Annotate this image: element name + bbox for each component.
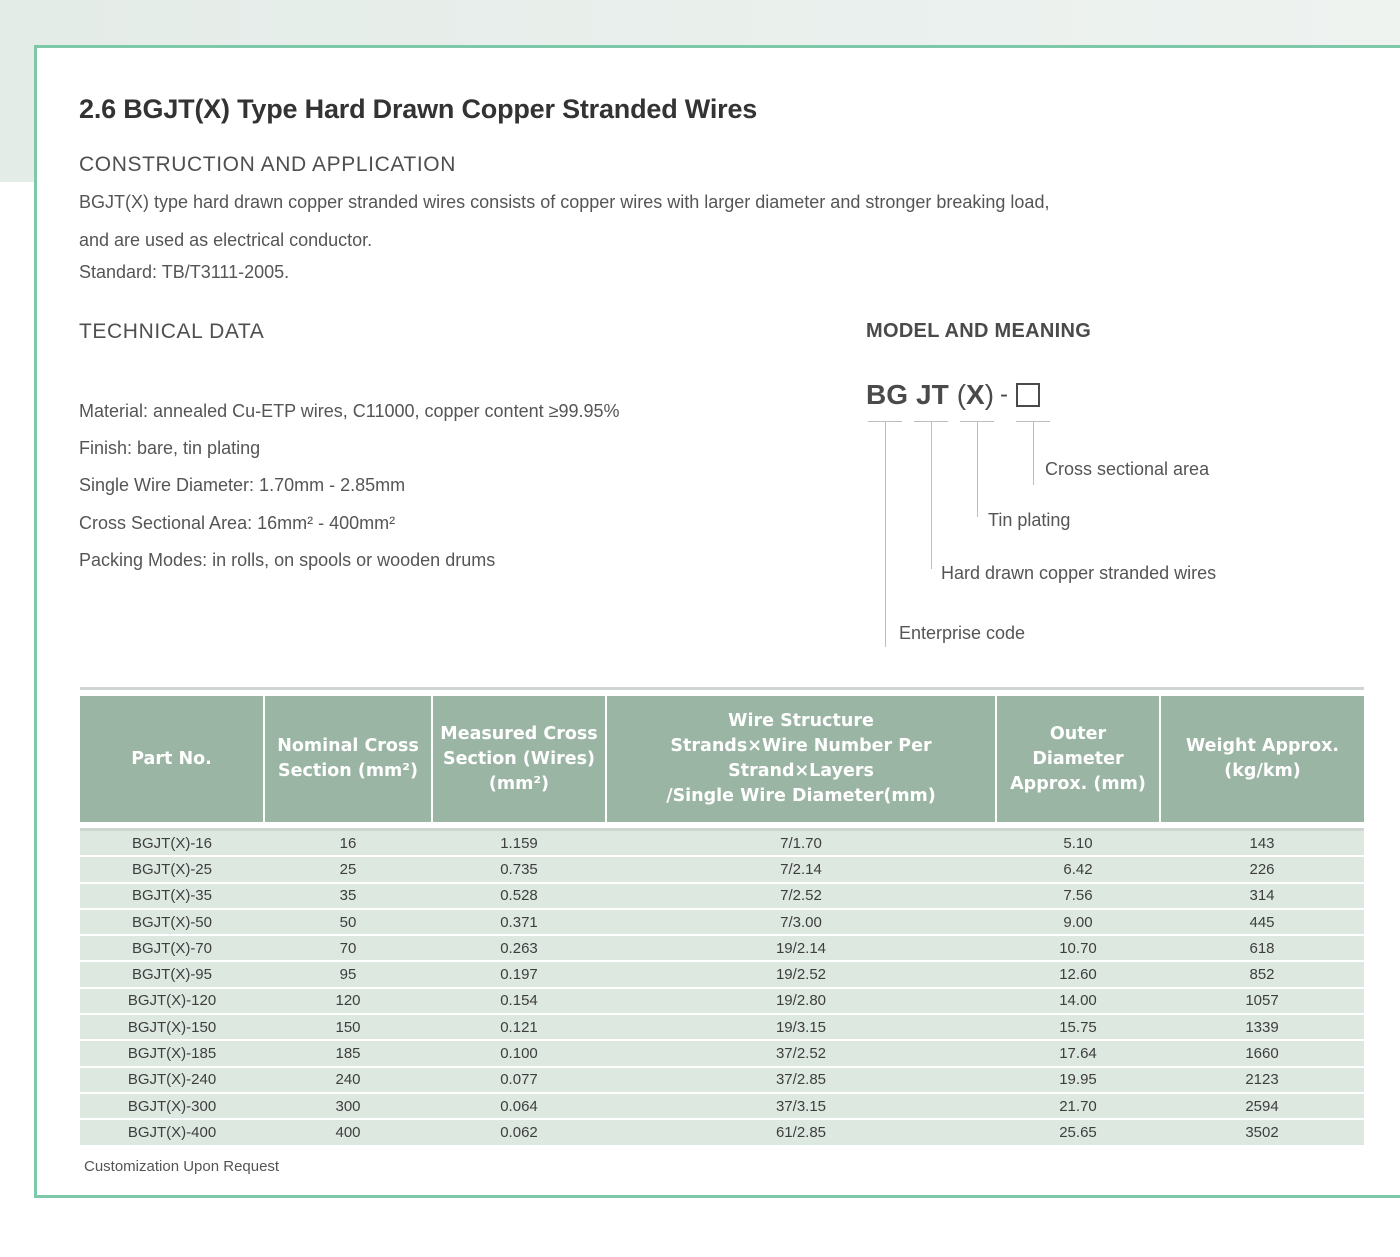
model-code	[866, 377, 1040, 413]
model-meaning-heading: MODEL AND MEANING	[866, 320, 1092, 342]
cell-outer-diameter: 19.95	[996, 1067, 1160, 1093]
cell-weight: 3502	[1160, 1119, 1364, 1145]
top-background-band	[0, 0, 1400, 46]
construction-text-line-1: BGJT(X) type hard drawn copper stranded wires consists of copper wires with larger diameter and stronger breaking load,	[79, 192, 1050, 212]
cell-weight: 1339	[1160, 1014, 1364, 1040]
cell-part-no: BGJT(X)-35	[80, 883, 264, 909]
leader-line-area	[1033, 421, 1034, 485]
cell-nominal-section: 50	[264, 909, 432, 935]
header-wire-structure	[606, 696, 996, 822]
construction-heading: CONSTRUCTION AND APPLICATION	[79, 153, 456, 176]
table-row	[80, 1119, 1364, 1145]
cell-outer-diameter: 7.56	[996, 883, 1160, 909]
cell-part-no: BGJT(X)-25	[80, 856, 264, 882]
cell-nominal-section: 35	[264, 883, 432, 909]
cell-weight: 314	[1160, 883, 1364, 909]
table-row	[80, 883, 1364, 909]
cell-wire-structure: 37/3.15	[606, 1093, 996, 1119]
cell-measured-section: 1.159	[432, 830, 606, 857]
cell-weight: 1057	[1160, 988, 1364, 1014]
cell-wire-structure: 7/1.70	[606, 830, 996, 857]
cell-measured-section: 0.197	[432, 961, 606, 987]
table-row	[80, 935, 1364, 961]
model-code-bg: BG	[866, 379, 908, 410]
header-weight: Weight Approx. (kg/km)	[1160, 696, 1364, 822]
model-code-open-paren: (	[956, 379, 967, 410]
cell-outer-diameter: 12.60	[996, 961, 1160, 987]
header-measured-cross-section: Measured Cross Section (Wires) (mm²)	[432, 696, 606, 822]
cell-wire-structure: 61/2.85	[606, 1119, 996, 1145]
leader-line-hard-drawn	[931, 421, 932, 569]
cell-part-no: BGJT(X)-95	[80, 961, 264, 987]
cell-measured-section: 0.121	[432, 1014, 606, 1040]
header-wire-structure-line-1: Wire Structure	[728, 711, 874, 731]
cell-wire-structure: 19/2.14	[606, 935, 996, 961]
spec-table	[80, 696, 1364, 1147]
cell-wire-structure: 19/2.80	[606, 988, 996, 1014]
cell-part-no: BGJT(X)-150	[80, 1014, 264, 1040]
table-row	[80, 1014, 1364, 1040]
standard-text: Standard: TB/T3111-2005.	[79, 262, 290, 282]
cell-nominal-section: 400	[264, 1119, 432, 1145]
cell-part-no: BGJT(X)-400	[80, 1119, 264, 1145]
meaning-tin-plating: Tin plating	[988, 510, 1071, 530]
cell-nominal-section: 150	[264, 1014, 432, 1040]
cell-part-no: BGJT(X)-50	[80, 909, 264, 935]
cell-wire-structure: 37/2.85	[606, 1067, 996, 1093]
header-part-no: Part No.	[80, 696, 264, 822]
cell-wire-structure: 7/2.14	[606, 856, 996, 882]
cell-nominal-section: 120	[264, 988, 432, 1014]
cell-part-no: BGJT(X)-120	[80, 988, 264, 1014]
cell-outer-diameter: 10.70	[996, 935, 1160, 961]
model-code-jt: JT	[916, 379, 949, 410]
table-row	[80, 856, 1364, 882]
cell-weight: 445	[1160, 909, 1364, 935]
cell-wire-structure: 7/3.00	[606, 909, 996, 935]
header-wire-structure-line-2: Strands×Wire Number Per Strand×Layers	[670, 736, 932, 781]
page-title: 2.6 BGJT(X) Type Hard Drawn Copper Stranded Wires	[79, 94, 758, 124]
spec-material: Material: annealed Cu-ETP wires, C11000, copper content ≥99.95%	[79, 401, 620, 421]
cell-measured-section: 0.263	[432, 935, 606, 961]
left-background-block	[0, 0, 36, 182]
header-outer-diameter: Outer Diameter Approx. (mm)	[996, 696, 1160, 822]
table-row	[80, 830, 1364, 857]
cell-outer-diameter: 9.00	[996, 909, 1160, 935]
model-code-x: X	[966, 379, 985, 410]
cell-weight: 618	[1160, 935, 1364, 961]
spec-cross-section: Cross Sectional Area: 16mm² - 400mm²	[79, 513, 396, 533]
cell-outer-diameter: 14.00	[996, 988, 1160, 1014]
leader-line-enterprise	[885, 421, 886, 647]
cell-wire-structure: 7/2.52	[606, 883, 996, 909]
cell-measured-section: 0.371	[432, 909, 606, 935]
cell-nominal-section: 300	[264, 1093, 432, 1119]
table-row	[80, 1067, 1364, 1093]
cell-measured-section: 0.735	[432, 856, 606, 882]
leader-line-tin	[977, 421, 978, 517]
header-wire-structure-line-3: /Single Wire Diameter(mm)	[666, 786, 936, 806]
cell-weight: 2594	[1160, 1093, 1364, 1119]
cell-weight: 2123	[1160, 1067, 1364, 1093]
cell-outer-diameter: 17.64	[996, 1040, 1160, 1066]
cell-outer-diameter: 6.42	[996, 856, 1160, 882]
header-separator	[80, 822, 1364, 830]
cell-wire-structure: 19/3.15	[606, 1014, 996, 1040]
cell-nominal-section: 16	[264, 830, 432, 857]
cell-weight: 852	[1160, 961, 1364, 987]
cell-weight: 226	[1160, 856, 1364, 882]
cell-outer-diameter: 5.10	[996, 830, 1160, 857]
cell-measured-section: 0.062	[432, 1119, 606, 1145]
cell-measured-section: 0.064	[432, 1093, 606, 1119]
construction-text-line-2: and are used as electrical conductor.	[79, 230, 373, 250]
table-row	[80, 909, 1364, 935]
footnote: Customization Upon Request	[84, 1158, 280, 1175]
meaning-cross-sectional-area: Cross sectional area	[1045, 459, 1210, 479]
cell-nominal-section: 95	[264, 961, 432, 987]
cell-nominal-section: 185	[264, 1040, 432, 1066]
spec-finish: Finish: bare, tin plating	[79, 438, 261, 458]
table-row	[80, 988, 1364, 1014]
cell-nominal-section: 240	[264, 1067, 432, 1093]
cell-part-no: BGJT(X)-240	[80, 1067, 264, 1093]
cell-wire-structure: 19/2.52	[606, 961, 996, 987]
model-code-dash: -	[1000, 381, 1009, 408]
table-row	[80, 961, 1364, 987]
spec-wire-diameter: Single Wire Diameter: 1.70mm - 2.85mm	[79, 475, 406, 495]
cell-outer-diameter: 21.70	[996, 1093, 1160, 1119]
table-top-rule	[80, 687, 1364, 690]
cell-nominal-section: 70	[264, 935, 432, 961]
cell-outer-diameter: 15.75	[996, 1014, 1160, 1040]
cell-measured-section: 0.154	[432, 988, 606, 1014]
model-code-close-paren: )	[984, 379, 995, 410]
model-code-blank-box	[1016, 383, 1040, 407]
cell-nominal-section: 25	[264, 856, 432, 882]
cell-weight: 1660	[1160, 1040, 1364, 1066]
cell-part-no: BGJT(X)-16	[80, 830, 264, 857]
cell-weight: 143	[1160, 830, 1364, 857]
header-nominal-cross-section: Nominal Cross Section (mm²)	[264, 696, 432, 822]
cell-part-no: BGJT(X)-300	[80, 1093, 264, 1119]
cell-wire-structure: 37/2.52	[606, 1040, 996, 1066]
cell-measured-section: 0.100	[432, 1040, 606, 1066]
cell-part-no: BGJT(X)-185	[80, 1040, 264, 1066]
spec-packing: Packing Modes: in rolls, on spools or wooden drums	[79, 550, 496, 570]
meaning-enterprise-code: Enterprise code	[899, 623, 1026, 643]
cell-part-no: BGJT(X)-70	[80, 935, 264, 961]
cell-outer-diameter: 25.65	[996, 1119, 1160, 1145]
meaning-hard-drawn: Hard drawn copper stranded wires	[941, 563, 1217, 583]
table-row	[80, 1040, 1364, 1066]
table-row	[80, 1093, 1364, 1119]
technical-data-heading: TECHNICAL DATA	[79, 320, 265, 343]
cell-measured-section: 0.528	[432, 883, 606, 909]
cell-measured-section: 0.077	[432, 1067, 606, 1093]
